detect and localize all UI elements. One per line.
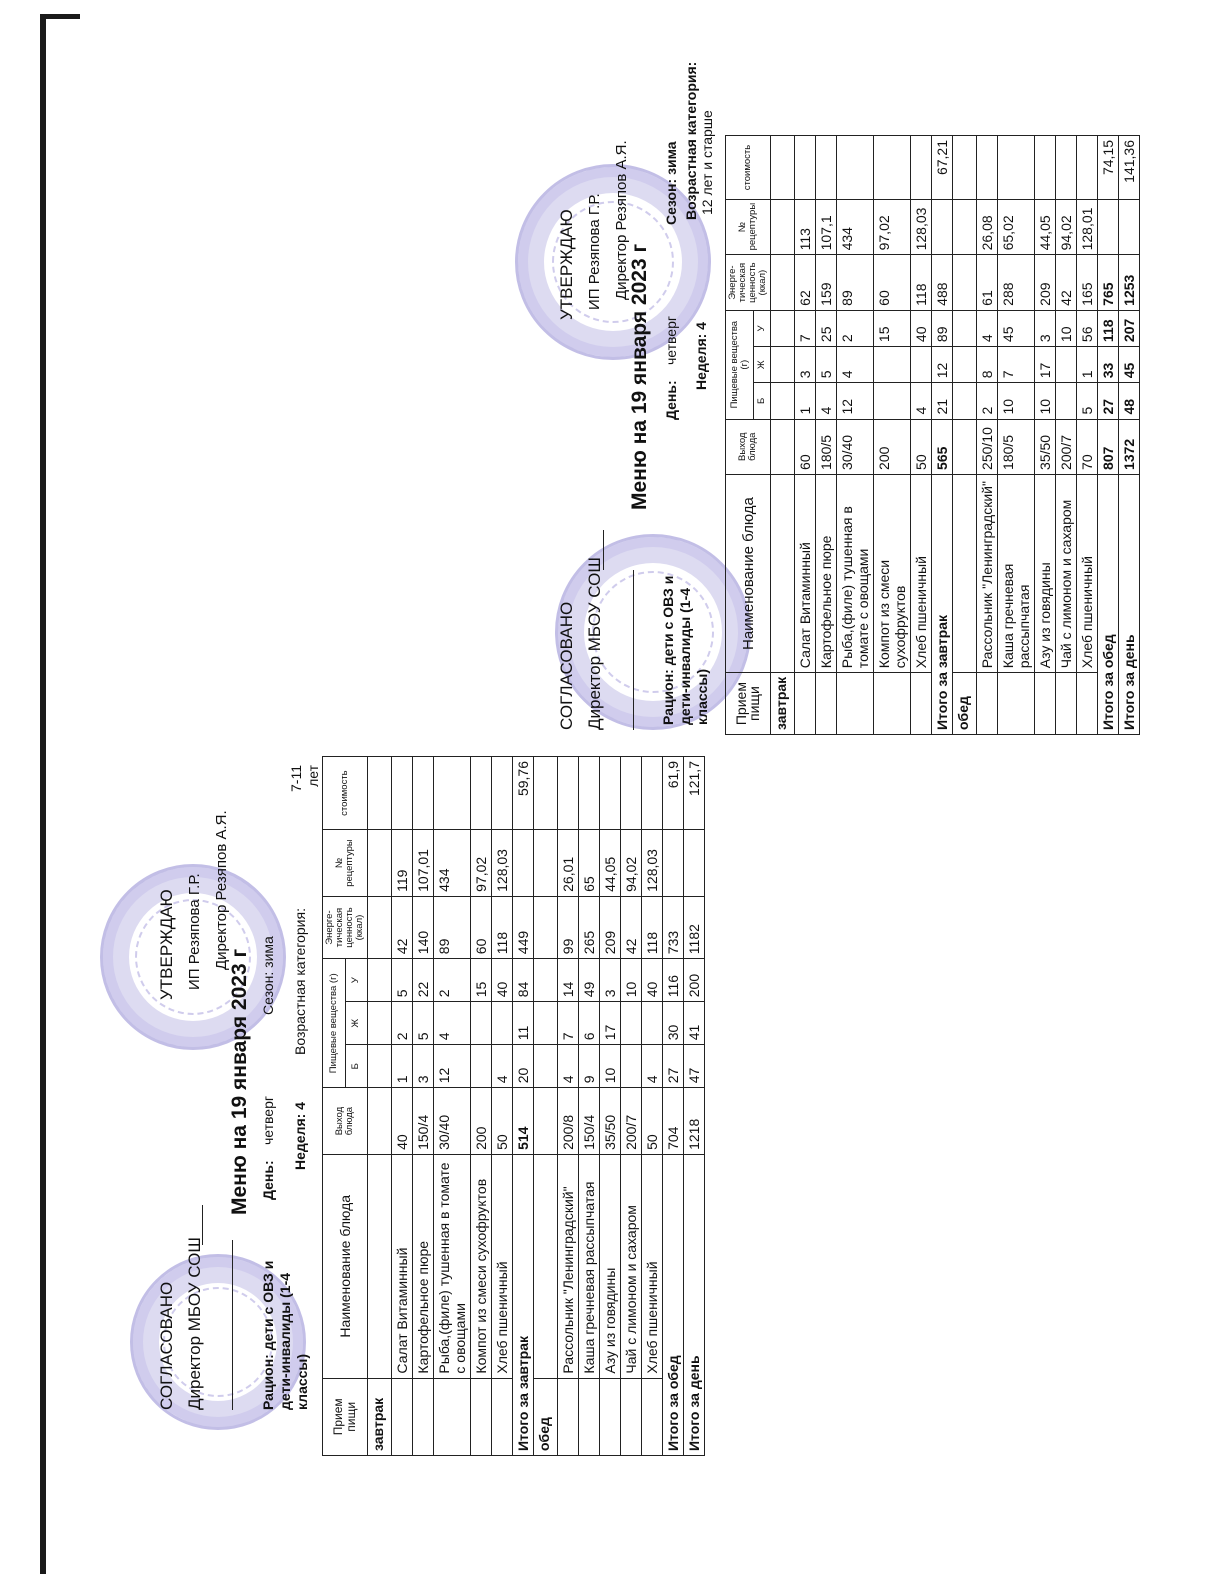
meal-cell bbox=[392, 1378, 413, 1455]
week-label: Неделя: 4 bbox=[693, 322, 709, 390]
dish-carbs: 15 bbox=[874, 310, 911, 346]
age-category-label: Возрастная категория: bbox=[292, 908, 308, 1055]
dish-fat bbox=[1056, 347, 1077, 383]
dish-energy: 265 bbox=[579, 896, 600, 958]
dish-protein: 4 bbox=[642, 1045, 663, 1088]
dish-row bbox=[413, 757, 434, 1456]
signature-line bbox=[603, 530, 604, 570]
dish-cost bbox=[471, 757, 492, 830]
dish-protein bbox=[1056, 383, 1077, 419]
dish-recipe: 94,02 bbox=[1056, 199, 1077, 254]
meal-cell bbox=[1056, 673, 1077, 735]
dish-output: 150/4 bbox=[413, 1088, 434, 1155]
dish-name: Чай с лимоном и сахаром bbox=[621, 1154, 642, 1378]
meal-cell bbox=[795, 673, 816, 735]
total-cost: 67,21 bbox=[932, 136, 953, 200]
dish-output: 30/40 bbox=[434, 1088, 471, 1155]
header-protein: Б bbox=[754, 383, 771, 419]
dish-protein: 4 bbox=[816, 383, 837, 419]
dish-cost bbox=[434, 757, 471, 830]
dish-name: Компот из смеси сухофруктов bbox=[874, 474, 911, 672]
header-meal: Прием пищи bbox=[726, 673, 771, 735]
breakfast-total-row bbox=[932, 136, 953, 735]
approval-right-role: Директор Резяпов А.Я. bbox=[213, 810, 230, 970]
dish-recipe: 107,1 bbox=[816, 199, 837, 254]
header-dish: Наименование блюда bbox=[323, 1154, 368, 1378]
menu-sheet-12-plus bbox=[535, 61, 1137, 1470]
total-label: Итого за обед bbox=[663, 1154, 684, 1455]
dish-row bbox=[795, 136, 816, 735]
dish-output: 50 bbox=[642, 1088, 663, 1155]
dish-energy: 118 bbox=[911, 255, 932, 310]
dish-protein: 1 bbox=[392, 1045, 413, 1088]
dish-row bbox=[1035, 136, 1056, 735]
total-label: Итого за завтрак bbox=[932, 474, 953, 734]
dish-carbs: 4 bbox=[977, 310, 998, 346]
dish-protein: 2 bbox=[977, 383, 998, 419]
breakfast-rows bbox=[795, 136, 932, 735]
lunch-total-row bbox=[1098, 136, 1119, 735]
meal-cell bbox=[816, 673, 837, 735]
dish-name: Азу из говядины bbox=[600, 1154, 621, 1378]
dish-output: 35/50 bbox=[1035, 419, 1056, 474]
dish-name: Рассольник "Ленинградский" bbox=[558, 1154, 579, 1378]
dish-fat: 7 bbox=[558, 1002, 579, 1045]
dish-name: Каша гречневая рассыпчатая bbox=[579, 1154, 600, 1378]
header-recipe: № рецептуры bbox=[726, 199, 771, 254]
meal-cell bbox=[1077, 673, 1098, 735]
signature-line bbox=[633, 570, 634, 730]
dish-energy: 209 bbox=[600, 896, 621, 958]
total-energy: 488 bbox=[932, 255, 953, 310]
dish-recipe: 97,02 bbox=[471, 830, 492, 897]
total-protein: 21 bbox=[932, 383, 953, 419]
dish-cost bbox=[795, 136, 816, 200]
dish-row bbox=[874, 136, 911, 735]
dish-energy: 60 bbox=[874, 255, 911, 310]
dish-row bbox=[471, 757, 492, 1456]
total-energy: 1253 bbox=[1119, 255, 1140, 310]
dish-cost bbox=[816, 136, 837, 200]
dish-carbs: 40 bbox=[492, 959, 513, 1002]
dish-recipe: 97,02 bbox=[874, 199, 911, 254]
dish-carbs: 7 bbox=[795, 310, 816, 346]
dish-cost bbox=[977, 136, 998, 200]
dish-output: 50 bbox=[911, 419, 932, 474]
dish-energy: 42 bbox=[392, 896, 413, 958]
age-category-value: 7-11 лет bbox=[288, 765, 321, 792]
meal-cell bbox=[837, 673, 874, 735]
dish-protein: 10 bbox=[1035, 383, 1056, 419]
dish-fat: 2 bbox=[392, 1002, 413, 1045]
total-cost: 121,7 bbox=[684, 757, 705, 830]
dish-fat: 1 bbox=[1077, 347, 1098, 383]
dish-recipe: 113 bbox=[795, 199, 816, 254]
meal-cell bbox=[413, 1378, 434, 1455]
scan-edge bbox=[40, 14, 46, 1574]
approval-left-label: СОГЛАСОВАНО bbox=[557, 601, 576, 730]
section-breakfast: завтрак bbox=[771, 673, 795, 735]
dish-recipe: 107,01 bbox=[413, 830, 434, 897]
header-dish: Наименование блюда bbox=[726, 474, 771, 672]
dish-fat: 6 bbox=[579, 1002, 600, 1045]
approval-left-role: Директор МБОУ СОШ bbox=[585, 557, 604, 730]
total-protein: 48 bbox=[1119, 383, 1140, 419]
dish-fat bbox=[911, 347, 932, 383]
dish-name: Чай с лимоном и сахаром bbox=[1056, 474, 1077, 672]
menu-title: Меню на 19 января 2023 г bbox=[628, 243, 651, 510]
age-category-label: Возрастная категория: bbox=[683, 61, 699, 220]
header-energy: Энерге-тическая ценность (ккал) bbox=[323, 896, 368, 958]
dish-protein: 10 bbox=[998, 383, 1035, 419]
total-fat: 11 bbox=[513, 1002, 534, 1045]
dish-recipe: 128,01 bbox=[1077, 199, 1098, 254]
dish-cost bbox=[1056, 136, 1077, 200]
dish-cost bbox=[837, 136, 874, 200]
dish-carbs: 2 bbox=[434, 959, 471, 1002]
dish-output: 200/7 bbox=[1056, 419, 1077, 474]
total-carbs: 118 bbox=[1098, 310, 1119, 346]
breakfast-total-row bbox=[513, 757, 534, 1456]
dish-row bbox=[492, 757, 513, 1456]
total-cost: 74,15 bbox=[1098, 136, 1119, 200]
header-carbs: У bbox=[754, 310, 771, 346]
dish-name: Компот из смеси сухофруктов bbox=[471, 1154, 492, 1378]
dish-carbs: 40 bbox=[911, 310, 932, 346]
lunch-rows bbox=[977, 136, 1098, 735]
day-value: четверг bbox=[663, 316, 679, 365]
menu-table bbox=[725, 135, 1140, 735]
scan-edge-top bbox=[40, 14, 80, 19]
meal-cell bbox=[1035, 673, 1056, 735]
dish-energy: 159 bbox=[816, 255, 837, 310]
dish-protein bbox=[874, 383, 911, 419]
dish-fat: 17 bbox=[1035, 347, 1056, 383]
dish-carbs: 15 bbox=[471, 959, 492, 1002]
dish-recipe: 65 bbox=[579, 830, 600, 897]
dish-name: Салат Витаминный bbox=[392, 1154, 413, 1378]
dish-fat: 4 bbox=[837, 347, 874, 383]
dish-energy: 165 bbox=[1077, 255, 1098, 310]
dish-fat: 7 bbox=[998, 347, 1035, 383]
header-output: Выход блюда bbox=[323, 1088, 368, 1155]
dish-name: Хлеб пшеничный bbox=[1077, 474, 1098, 672]
dish-row bbox=[911, 136, 932, 735]
header-cost: стоимость bbox=[726, 136, 771, 200]
header-recipe: № рецептуры bbox=[323, 830, 368, 897]
dish-fat: 5 bbox=[413, 1002, 434, 1045]
dish-recipe: 94,02 bbox=[621, 830, 642, 897]
total-energy: 765 bbox=[1098, 255, 1119, 310]
header-cost: стоимость bbox=[323, 757, 368, 830]
dish-carbs: 10 bbox=[621, 959, 642, 1002]
ration-label: Рацион: дети с ОВЗ и дети-инвалиды (1-4 классы) bbox=[260, 1260, 310, 1410]
dish-row bbox=[392, 757, 413, 1456]
dish-recipe: 128,03 bbox=[642, 830, 663, 897]
dish-row bbox=[816, 136, 837, 735]
day-label: День: bbox=[663, 380, 679, 420]
dish-protein bbox=[471, 1045, 492, 1088]
approval-left-label: СОГЛАСОВАНО bbox=[157, 1281, 176, 1410]
approval-left-role: Директор МБОУ СОШ bbox=[185, 1237, 204, 1410]
dish-name: Хлеб пшеничный bbox=[492, 1154, 513, 1378]
dish-protein: 5 bbox=[1077, 383, 1098, 419]
total-carbs: 89 bbox=[932, 310, 953, 346]
total-label: Итого за день bbox=[684, 1154, 705, 1455]
total-output: 1218 bbox=[684, 1088, 705, 1155]
section-breakfast: завтрак bbox=[368, 1378, 392, 1455]
dish-output: 150/4 bbox=[579, 1088, 600, 1155]
total-fat: 45 bbox=[1119, 347, 1140, 383]
dish-energy: 60 bbox=[471, 896, 492, 958]
dish-row bbox=[998, 136, 1035, 735]
dish-output: 200/7 bbox=[621, 1088, 642, 1155]
dish-recipe: 434 bbox=[837, 199, 874, 254]
total-label: Итого за день bbox=[1119, 474, 1140, 734]
dish-output: 200 bbox=[471, 1088, 492, 1155]
dish-carbs: 3 bbox=[600, 959, 621, 1002]
dish-recipe: 44,05 bbox=[1035, 199, 1056, 254]
dish-name: Каша гречневая рассыпчатая bbox=[998, 474, 1035, 672]
dish-name: Азу из говядины bbox=[1035, 474, 1056, 672]
dish-carbs: 3 bbox=[1035, 310, 1056, 346]
dish-cost bbox=[492, 757, 513, 830]
total-protein: 27 bbox=[1098, 383, 1119, 419]
total-fat: 33 bbox=[1098, 347, 1119, 383]
total-output: 704 bbox=[663, 1088, 684, 1155]
approval-right-label: УТВЕРЖДАЮ bbox=[157, 889, 176, 1000]
approval-right-role: Директор Резяпов А.Я. bbox=[613, 140, 630, 300]
total-fat: 30 bbox=[663, 1002, 684, 1045]
total-carbs: 200 bbox=[684, 959, 705, 1002]
dish-protein: 9 bbox=[579, 1045, 600, 1088]
dish-name: Рыба,(филе) тушенная в томате с овощами bbox=[434, 1154, 471, 1378]
dish-output: 30/40 bbox=[837, 419, 874, 474]
total-cost: 59,76 bbox=[513, 757, 534, 830]
dish-cost bbox=[874, 136, 911, 200]
dish-energy: 140 bbox=[413, 896, 434, 958]
dish-energy: 209 bbox=[1035, 255, 1056, 310]
dish-energy: 118 bbox=[492, 896, 513, 958]
dish-recipe: 128,03 bbox=[492, 830, 513, 897]
total-carbs: 84 bbox=[513, 959, 534, 1002]
menu-sheet-7-11 bbox=[120, 90, 702, 1470]
dish-cost bbox=[392, 757, 413, 830]
header-nutrients: Пищевые вещества (г) bbox=[726, 310, 754, 419]
dish-energy: 42 bbox=[1056, 255, 1077, 310]
dish-name: Хлеб пшеничный bbox=[911, 474, 932, 672]
section-lunch: обед bbox=[953, 673, 977, 735]
dish-protein: 4 bbox=[492, 1045, 513, 1088]
meal-cell bbox=[977, 673, 998, 735]
signature-line bbox=[232, 1240, 233, 1410]
total-energy: 1182 bbox=[684, 896, 705, 958]
dish-recipe: 119 bbox=[392, 830, 413, 897]
season-label: Сезон: зима bbox=[260, 936, 276, 1015]
total-output: 565 bbox=[932, 419, 953, 474]
dish-name: Картофельное пюре bbox=[413, 1154, 434, 1378]
dish-cost bbox=[413, 757, 434, 830]
dish-output: 50 bbox=[492, 1088, 513, 1155]
dish-carbs: 22 bbox=[413, 959, 434, 1002]
meal-cell bbox=[492, 1378, 513, 1455]
day-value: четверг bbox=[260, 1096, 276, 1145]
dish-protein: 4 bbox=[911, 383, 932, 419]
dish-carbs: 25 bbox=[816, 310, 837, 346]
breakfast-rows bbox=[392, 757, 513, 1456]
dish-protein: 10 bbox=[600, 1045, 621, 1088]
dish-protein: 3 bbox=[413, 1045, 434, 1088]
meal-cell bbox=[998, 673, 1035, 735]
total-energy: 733 bbox=[663, 896, 684, 958]
total-output: 514 bbox=[513, 1088, 534, 1155]
dish-energy: 89 bbox=[837, 255, 874, 310]
dish-carbs: 45 bbox=[998, 310, 1035, 346]
total-output: 1372 bbox=[1119, 419, 1140, 474]
dish-output: 35/50 bbox=[600, 1088, 621, 1155]
section-lunch: обед bbox=[534, 1378, 558, 1455]
meal-cell bbox=[874, 673, 911, 735]
total-protein: 20 bbox=[513, 1045, 534, 1088]
dish-row bbox=[837, 136, 874, 735]
total-label: Итого за обед bbox=[1098, 474, 1119, 734]
signature-line bbox=[202, 1205, 203, 1245]
dish-output: 180/5 bbox=[816, 419, 837, 474]
dish-name: Рассольник "Ленинградский" bbox=[977, 474, 998, 672]
dish-name: Хлеб пшеничный bbox=[642, 1154, 663, 1378]
dish-output: 200 bbox=[874, 419, 911, 474]
dish-fat: 3 bbox=[795, 347, 816, 383]
dish-fat: 8 bbox=[977, 347, 998, 383]
dish-name: Картофельное пюре bbox=[816, 474, 837, 672]
dish-fat bbox=[471, 1002, 492, 1045]
header-meal: Прием пищи bbox=[323, 1378, 368, 1455]
header-energy: Энерге-тическая ценность (ккал) bbox=[726, 255, 771, 310]
dish-cost bbox=[1077, 136, 1098, 200]
approval-right-org: ИП Резяпова Г.Р. bbox=[586, 193, 603, 310]
dish-protein: 4 bbox=[558, 1045, 579, 1088]
dish-recipe: 26,08 bbox=[977, 199, 998, 254]
dish-output: 40 bbox=[392, 1088, 413, 1155]
total-energy: 449 bbox=[513, 896, 534, 958]
total-carbs: 116 bbox=[663, 959, 684, 1002]
dish-cost bbox=[1035, 136, 1056, 200]
header-carbs: У bbox=[345, 959, 368, 1002]
meal-cell bbox=[911, 673, 932, 735]
dish-carbs: 5 bbox=[392, 959, 413, 1002]
dish-energy: 42 bbox=[621, 896, 642, 958]
header-fat: Ж bbox=[345, 1002, 368, 1045]
header-output: Выход блюда bbox=[726, 419, 771, 474]
dish-recipe: 44,05 bbox=[600, 830, 621, 897]
approval-right-org: ИП Резяпова Г.Р. bbox=[186, 873, 203, 990]
meal-cell bbox=[471, 1378, 492, 1455]
dish-recipe: 65,02 bbox=[998, 199, 1035, 254]
header-protein: Б bbox=[345, 1045, 368, 1088]
meal-cell bbox=[434, 1378, 471, 1455]
dish-protein: 12 bbox=[837, 383, 874, 419]
dish-fat bbox=[492, 1002, 513, 1045]
total-output: 807 bbox=[1098, 419, 1119, 474]
dish-fat: 4 bbox=[434, 1002, 471, 1045]
dish-output: 180/5 bbox=[998, 419, 1035, 474]
dish-carbs: 10 bbox=[1056, 310, 1077, 346]
header-nutrients: Пищевые вещества (г) bbox=[323, 959, 346, 1088]
dish-fat bbox=[874, 347, 911, 383]
dish-name: Салат Витаминный bbox=[795, 474, 816, 672]
week-label: Неделя: 4 bbox=[292, 1102, 308, 1170]
dish-row bbox=[434, 757, 471, 1456]
dish-output: 250/10 bbox=[977, 419, 998, 474]
dish-energy: 89 bbox=[434, 896, 471, 958]
dish-row bbox=[1077, 136, 1098, 735]
dish-row bbox=[1056, 136, 1077, 735]
menu-title: Меню на 19 января 2023 г bbox=[228, 948, 251, 1215]
season-label: Сезон: зима bbox=[663, 141, 679, 225]
total-cost: 61,9 bbox=[663, 757, 684, 830]
dish-output: 60 bbox=[795, 419, 816, 474]
dish-recipe: 434 bbox=[434, 830, 471, 897]
dish-protein: 1 bbox=[795, 383, 816, 419]
dish-fat: 5 bbox=[816, 347, 837, 383]
dish-carbs: 49 bbox=[579, 959, 600, 1002]
total-carbs: 207 bbox=[1119, 310, 1140, 346]
dish-energy: 118 bbox=[642, 896, 663, 958]
total-protein: 27 bbox=[663, 1045, 684, 1088]
dish-energy: 99 bbox=[558, 896, 579, 958]
day-total-row bbox=[1119, 136, 1140, 735]
dish-row bbox=[977, 136, 998, 735]
total-cost: 141,36 bbox=[1119, 136, 1140, 200]
dish-carbs: 56 bbox=[1077, 310, 1098, 346]
dish-name: Рыба,(филе) тушенная в томате с овощами bbox=[837, 474, 874, 672]
dish-fat: 17 bbox=[600, 1002, 621, 1045]
dish-energy: 62 bbox=[795, 255, 816, 310]
total-fat: 12 bbox=[932, 347, 953, 383]
dish-energy: 61 bbox=[977, 255, 998, 310]
total-fat: 41 bbox=[684, 1002, 705, 1045]
header-fat: Ж bbox=[754, 347, 771, 383]
total-label: Итого за завтрак bbox=[513, 1154, 534, 1455]
dish-carbs: 2 bbox=[837, 310, 874, 346]
dish-recipe: 26,01 bbox=[558, 830, 579, 897]
dish-output: 200/8 bbox=[558, 1088, 579, 1155]
dish-output: 70 bbox=[1077, 419, 1098, 474]
dish-cost bbox=[998, 136, 1035, 200]
dish-carbs: 14 bbox=[558, 959, 579, 1002]
total-protein: 47 bbox=[684, 1045, 705, 1088]
dish-protein: 12 bbox=[434, 1045, 471, 1088]
dish-recipe: 128,03 bbox=[911, 199, 932, 254]
dish-cost bbox=[911, 136, 932, 200]
age-category-value: 12 лет и старше bbox=[699, 110, 715, 215]
ration-label: Рацион: дети с ОВЗ и дети-инвалиды (1-4 классы) bbox=[660, 575, 710, 725]
dish-energy: 288 bbox=[998, 255, 1035, 310]
day-label: День: bbox=[260, 1160, 276, 1200]
approval-right-label: УТВЕРЖДАЮ bbox=[557, 209, 576, 320]
dish-carbs: 40 bbox=[642, 959, 663, 1002]
